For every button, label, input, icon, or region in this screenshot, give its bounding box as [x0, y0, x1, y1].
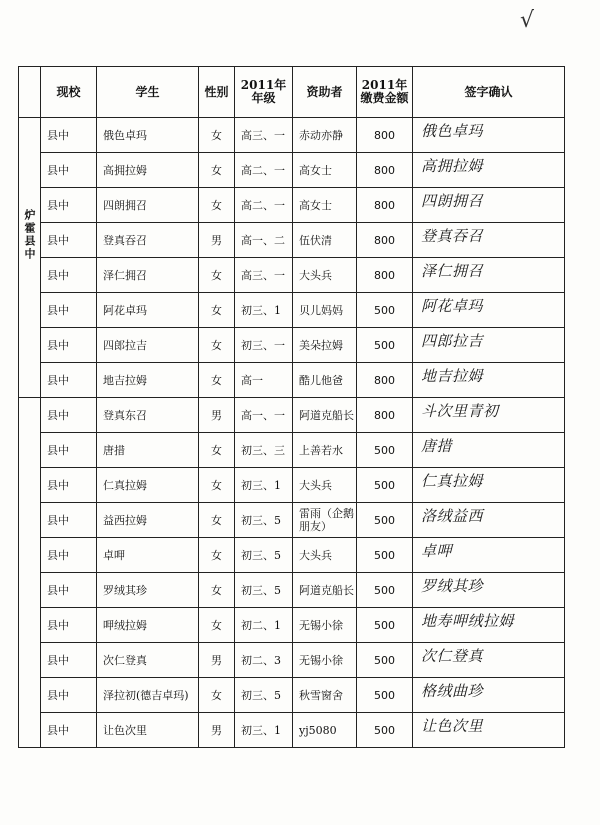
school-cell: 县中 [41, 363, 97, 398]
grade-cell: 初三、1 [235, 468, 293, 503]
gender-cell: 女 [199, 188, 235, 223]
table-row [19, 643, 565, 678]
table-row [19, 118, 565, 153]
school-cell: 县中 [41, 538, 97, 573]
school-cell: 县中 [41, 188, 97, 223]
signature-cell [413, 608, 565, 643]
student-cell: 罗绒其珍 [97, 573, 199, 608]
grade-cell: 初二、1 [235, 608, 293, 643]
handwritten-signature: 次仁登真 [421, 647, 484, 665]
sponsor-cell: 高女士 [293, 153, 357, 188]
amount-cell: 500 [357, 293, 413, 328]
grade-cell: 高三、一 [235, 258, 293, 293]
table-row [19, 153, 565, 188]
header-amount: 2011年 缴费金额 [357, 67, 413, 118]
sponsor-cell: 贝儿妈妈 [293, 293, 357, 328]
grade-cell: 高二、一 [235, 188, 293, 223]
signature-cell [413, 223, 565, 258]
handwritten-signature: 地吉拉姆 [421, 367, 484, 385]
handwritten-signature: 格绒曲珍 [421, 682, 484, 700]
gender-cell: 女 [199, 363, 235, 398]
amount-cell: 500 [357, 713, 413, 748]
signature-cell [413, 433, 565, 468]
school-cell: 县中 [41, 503, 97, 538]
sponsor-cell: 雷雨（企鹅朋友） [293, 503, 357, 538]
grade-cell: 初二、3 [235, 643, 293, 678]
school-cell: 县中 [41, 608, 97, 643]
handwritten-signature: 泽仁拥召 [421, 262, 484, 280]
student-cell: 仁真拉姆 [97, 468, 199, 503]
sponsor-cell: 无锡小徐 [293, 643, 357, 678]
table-row [19, 433, 565, 468]
header-school: 现校 [41, 67, 97, 118]
handwritten-signature: 唐措 [421, 437, 453, 455]
student-cell: 让色次里 [97, 713, 199, 748]
signature-cell [413, 398, 565, 433]
gender-cell: 女 [199, 328, 235, 363]
student-cell: 登真东召 [97, 398, 199, 433]
sponsor-cell: 大头兵 [293, 258, 357, 293]
table-row [19, 398, 565, 433]
school-cell: 县中 [41, 678, 97, 713]
signature-cell [413, 258, 565, 293]
table-row [19, 328, 565, 363]
sponsor-cell: 大头兵 [293, 468, 357, 503]
amount-cell: 500 [357, 503, 413, 538]
handwritten-signature: 四郎拉吉 [421, 332, 484, 350]
gender-cell: 男 [199, 398, 235, 433]
handwritten-signature: 仁真拉姆 [421, 472, 484, 490]
student-cell: 泽仁拥召 [97, 258, 199, 293]
handwritten-signature: 高拥拉姆 [421, 157, 484, 175]
student-cell: 四朗拥召 [97, 188, 199, 223]
handwritten-signature: 卓呷 [421, 542, 453, 560]
sponsor-cell: 美朵拉姆 [293, 328, 357, 363]
student-cell: 高拥拉姆 [97, 153, 199, 188]
header-sponsor: 资助者 [293, 67, 357, 118]
grade-cell: 初三、5 [235, 503, 293, 538]
school-cell: 县中 [41, 258, 97, 293]
student-cell: 呷绒拉姆 [97, 608, 199, 643]
amount-cell: 800 [357, 223, 413, 258]
amount-cell: 800 [357, 258, 413, 293]
grade-cell: 高二、一 [235, 153, 293, 188]
sponsor-cell: 赤动亦静 [293, 118, 357, 153]
school-cell: 县中 [41, 468, 97, 503]
amount-cell: 500 [357, 573, 413, 608]
school-cell: 县中 [41, 713, 97, 748]
gender-cell: 女 [199, 153, 235, 188]
student-cell: 卓呷 [97, 538, 199, 573]
student-cell: 次仁登真 [97, 643, 199, 678]
amount-cell: 500 [357, 433, 413, 468]
signature-cell [413, 118, 565, 153]
signature-cell [413, 293, 565, 328]
table-row [19, 258, 565, 293]
grade-cell: 初三、三 [235, 433, 293, 468]
amount-cell: 800 [357, 363, 413, 398]
sponsor-cell: 上善若水 [293, 433, 357, 468]
table-row [19, 363, 565, 398]
table-row [19, 293, 565, 328]
handwritten-signature: 罗绒其珍 [421, 577, 484, 595]
student-cell: 俄色卓玛 [97, 118, 199, 153]
grade-cell: 初三、一 [235, 328, 293, 363]
table-row [19, 608, 565, 643]
sponsor-cell: 无锡小徐 [293, 608, 357, 643]
school-cell: 县中 [41, 293, 97, 328]
signature-cell [413, 643, 565, 678]
sponsor-cell: yj5080 [293, 713, 357, 748]
amount-cell: 800 [357, 118, 413, 153]
handwritten-signature: 阿花卓玛 [421, 297, 484, 315]
student-cell: 四郎拉吉 [97, 328, 199, 363]
sponsor-cell: 秋雪窗舍 [293, 678, 357, 713]
sponsor-cell: 阿道克船长 [293, 398, 357, 433]
signature-cell [413, 363, 565, 398]
signature-cell [413, 503, 565, 538]
amount-cell: 800 [357, 188, 413, 223]
handwritten-signature: 地寿呷绒拉姆 [421, 612, 515, 630]
signature-cell [413, 328, 565, 363]
amount-cell: 500 [357, 328, 413, 363]
gender-cell: 女 [199, 503, 235, 538]
handwritten-signature: 洛绒益西 [421, 507, 484, 525]
amount-cell: 500 [357, 538, 413, 573]
gender-cell: 男 [199, 223, 235, 258]
student-cell: 地吉拉姆 [97, 363, 199, 398]
student-cell: 泽拉初(德吉卓玛) [97, 678, 199, 713]
school-cell: 县中 [41, 118, 97, 153]
gender-cell: 女 [199, 468, 235, 503]
sponsorship-table [18, 66, 565, 748]
table-row [19, 503, 565, 538]
region-cell-blank [19, 398, 41, 748]
header-region [19, 67, 41, 118]
amount-cell: 500 [357, 643, 413, 678]
grade-cell: 初三、5 [235, 678, 293, 713]
handwritten-signature: 俄色卓玛 [421, 122, 484, 140]
gender-cell: 女 [199, 608, 235, 643]
grade-cell: 高一、一 [235, 398, 293, 433]
student-cell: 唐措 [97, 433, 199, 468]
amount-cell: 800 [357, 398, 413, 433]
table-row [19, 678, 565, 713]
student-cell: 阿花卓玛 [97, 293, 199, 328]
signature-cell [413, 713, 565, 748]
handwritten-signature: 登真吞召 [421, 227, 484, 245]
table-row [19, 223, 565, 258]
header-student: 学生 [97, 67, 199, 118]
signature-cell [413, 188, 565, 223]
school-cell: 县中 [41, 223, 97, 258]
grade-cell: 高三、一 [235, 118, 293, 153]
signature-cell [413, 538, 565, 573]
amount-cell: 500 [357, 678, 413, 713]
gender-cell: 女 [199, 573, 235, 608]
gender-cell: 女 [199, 258, 235, 293]
check-mark-icon: √ [520, 8, 535, 33]
handwritten-signature: 斗次里青初 [421, 402, 499, 420]
table-row [19, 713, 565, 748]
school-cell: 县中 [41, 643, 97, 678]
school-cell: 县中 [41, 573, 97, 608]
student-cell: 登真吞召 [97, 223, 199, 258]
school-cell: 县中 [41, 328, 97, 363]
signature-cell [413, 678, 565, 713]
grade-cell: 高一 [235, 363, 293, 398]
region-cell [19, 118, 41, 398]
gender-cell: 女 [199, 433, 235, 468]
school-cell: 县中 [41, 153, 97, 188]
header-grade: 2011年 年级 [235, 67, 293, 118]
gender-cell: 女 [199, 118, 235, 153]
student-cell: 益西拉姆 [97, 503, 199, 538]
sponsor-cell: 高女士 [293, 188, 357, 223]
sponsor-cell: 酷儿他爸 [293, 363, 357, 398]
region-label: 炉霍县中 [23, 209, 36, 261]
signature-cell [413, 153, 565, 188]
signature-cell [413, 573, 565, 608]
grade-cell: 初三、1 [235, 713, 293, 748]
table-row [19, 538, 565, 573]
amount-cell: 800 [357, 153, 413, 188]
header-signature: 签字确认 [413, 67, 565, 118]
gender-cell: 女 [199, 538, 235, 573]
gender-cell: 男 [199, 643, 235, 678]
amount-cell: 500 [357, 608, 413, 643]
gender-cell: 女 [199, 293, 235, 328]
grade-cell: 初三、5 [235, 573, 293, 608]
grade-cell: 高一、二 [235, 223, 293, 258]
header-row [19, 67, 565, 118]
amount-cell: 500 [357, 468, 413, 503]
table-row [19, 573, 565, 608]
header-gender: 性别 [199, 67, 235, 118]
gender-cell: 男 [199, 713, 235, 748]
school-cell: 县中 [41, 398, 97, 433]
sponsor-cell: 大头兵 [293, 538, 357, 573]
table-row [19, 468, 565, 503]
sponsor-cell: 伍伏清 [293, 223, 357, 258]
sponsor-cell: 阿道克船长 [293, 573, 357, 608]
table-row [19, 188, 565, 223]
grade-cell: 初三、5 [235, 538, 293, 573]
gender-cell: 女 [199, 678, 235, 713]
grade-cell: 初三、1 [235, 293, 293, 328]
handwritten-signature: 四朗拥召 [421, 192, 484, 210]
school-cell: 县中 [41, 433, 97, 468]
signature-cell [413, 468, 565, 503]
handwritten-signature: 让色次里 [421, 717, 484, 735]
